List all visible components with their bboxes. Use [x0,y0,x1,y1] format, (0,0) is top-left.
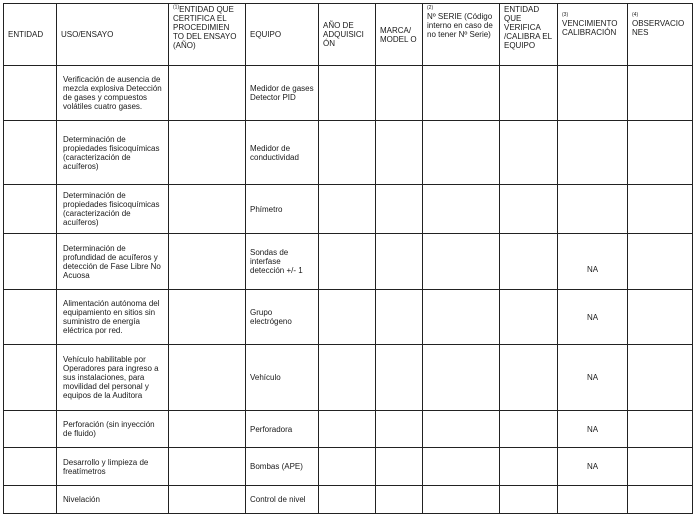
table-row [4,66,693,121]
cell-entidad-verifica [500,345,558,411]
cell-observaciones [628,234,693,290]
cell-equipo: Phímetro [246,185,319,234]
cell-observaciones [628,121,693,185]
cell-entidad-certifica [169,486,246,514]
cell-vencimiento: NA [558,290,628,345]
cell-serie [423,185,500,234]
footnote-2-marker: (2) [427,5,434,11]
cell-entidad [4,234,57,290]
cell-anio [319,234,376,290]
cell-entidad-verifica [500,448,558,486]
cell-serie [423,411,500,448]
cell-equipo: Grupo electrógeno [246,290,319,345]
cell-anio [319,486,376,514]
cell-entidad [4,185,57,234]
cell-equipo: Medidor de gases Detector PID [246,66,319,121]
cell-uso: Verificación de ausencia de mezcla explosiva Detección de gases y compuestos volátiles cuatro gases. [57,66,169,121]
cell-vencimiento: NA [558,411,628,448]
cell-entidad [4,448,57,486]
header-observaciones [628,4,693,66]
cell-entidad-verifica [500,121,558,185]
cell-serie [423,448,500,486]
cell-entidad-verifica [500,234,558,290]
cell-entidad-certifica [169,121,246,185]
cell-marca [376,66,423,121]
cell-uso: Alimentación autónoma del equipamiento en sitios sin suministro de energía eléctrica por red. [57,290,169,345]
cell-uso: Desarrollo y limpieza de freatímetros [57,448,169,486]
table-row [4,448,693,486]
cell-marca [376,290,423,345]
cell-entidad [4,345,57,411]
cell-uso: Perforación (sin inyección de fluido) [57,411,169,448]
cell-anio [319,345,376,411]
table-row [4,234,693,290]
cell-anio [319,66,376,121]
cell-observaciones [628,185,693,234]
cell-marca [376,345,423,411]
footnote-4-marker: (4) [632,12,639,18]
cell-entidad [4,290,57,345]
header-vencimiento [558,4,628,66]
cell-vencimiento [558,121,628,185]
cell-anio [319,121,376,185]
cell-anio [319,185,376,234]
cell-uso: Vehículo habilitable por Operadores para ingreso a sus instalaciones, para movilidad del personal y equipos de la Auditora [57,345,169,411]
cell-uso: Determinación de profundidad de acuíferos y detección de Fase Libre No Acuosa [57,234,169,290]
cell-serie [423,66,500,121]
header-vencimiento-label: VENCIMIENTO CALIBRACIÓN [562,19,618,37]
header-numero-serie-label: Nº SERIE (Código interno en caso de no tener Nº Serie) [427,12,493,39]
cell-anio [319,290,376,345]
table-row [4,185,693,234]
table-row [4,345,693,411]
cell-marca [376,234,423,290]
cell-serie [423,345,500,411]
cell-serie [423,290,500,345]
cell-serie [423,121,500,185]
header-anio-adquisicion: AÑO DE ADQUISICI ÓN [319,4,376,66]
cell-vencimiento: NA [558,448,628,486]
header-entidad: ENTIDAD [4,4,57,66]
cell-entidad-certifica [169,185,246,234]
table-row [4,121,693,185]
header-entidad-certifica [169,4,246,66]
header-entidad-certifica-label: ENTIDAD QUE CERTIFICA EL PROCEDIMIEN TO DEL ENSAYO (AÑO) [173,5,237,50]
cell-equipo: Perforadora [246,411,319,448]
cell-equipo: Sondas de interfase detección +/- 1 [246,234,319,290]
cell-equipo: Control de nivel [246,486,319,514]
cell-entidad [4,486,57,514]
cell-observaciones [628,411,693,448]
header-equipo: EQUIPO [246,4,319,66]
cell-entidad [4,411,57,448]
cell-equipo: Medidor de conductividad [246,121,319,185]
cell-entidad-certifica [169,411,246,448]
cell-vencimiento [558,185,628,234]
table-row [4,486,693,514]
cell-marca [376,121,423,185]
cell-serie [423,234,500,290]
cell-observaciones [628,290,693,345]
table-row [4,290,693,345]
cell-entidad-certifica [169,448,246,486]
cell-uso: Nivelación [57,486,169,514]
cell-equipo: Bombas (APE) [246,448,319,486]
cell-entidad [4,121,57,185]
header-uso-ensayo: USO/ENSAYO [57,4,169,66]
equipment-table [3,3,693,514]
footnote-1-marker: (1) [173,4,180,11]
cell-observaciones [628,486,693,514]
cell-entidad-verifica [500,185,558,234]
header-row [4,4,693,66]
cell-entidad-certifica [169,290,246,345]
cell-marca [376,185,423,234]
cell-observaciones [628,66,693,121]
cell-marca [376,448,423,486]
cell-entidad-verifica [500,486,558,514]
header-observaciones-label: OBSERVACIO NES [632,19,685,37]
cell-entidad-certifica [169,234,246,290]
cell-entidad-verifica [500,66,558,121]
cell-entidad-verifica [500,411,558,448]
cell-observaciones [628,345,693,411]
cell-marca [376,411,423,448]
cell-vencimiento [558,486,628,514]
cell-vencimiento [558,66,628,121]
header-entidad-verifica: ENTIDAD QUE VERIFICA /CALIBRA EL EQUIPO [500,4,558,66]
table-row [4,411,693,448]
cell-entidad-certifica [169,345,246,411]
cell-equipo: Vehículo [246,345,319,411]
cell-anio [319,448,376,486]
cell-observaciones [628,448,693,486]
cell-uso: Determinación de propiedades fisicoquímicas (caracterización de acuíferos) [57,121,169,185]
cell-entidad-certifica [169,66,246,121]
cell-vencimiento: NA [558,345,628,411]
cell-serie [423,486,500,514]
footnote-3-marker: (3) [562,12,569,18]
cell-entidad-verifica [500,290,558,345]
header-marca-modelo: MARCA/ MODEL O [376,4,423,66]
cell-vencimiento: NA [558,234,628,290]
cell-anio [319,411,376,448]
cell-entidad [4,66,57,121]
cell-marca [376,486,423,514]
cell-uso: Determinación de propiedades fisicoquímicas (caracterización de acuíferos) [57,185,169,234]
header-numero-serie [423,4,500,66]
